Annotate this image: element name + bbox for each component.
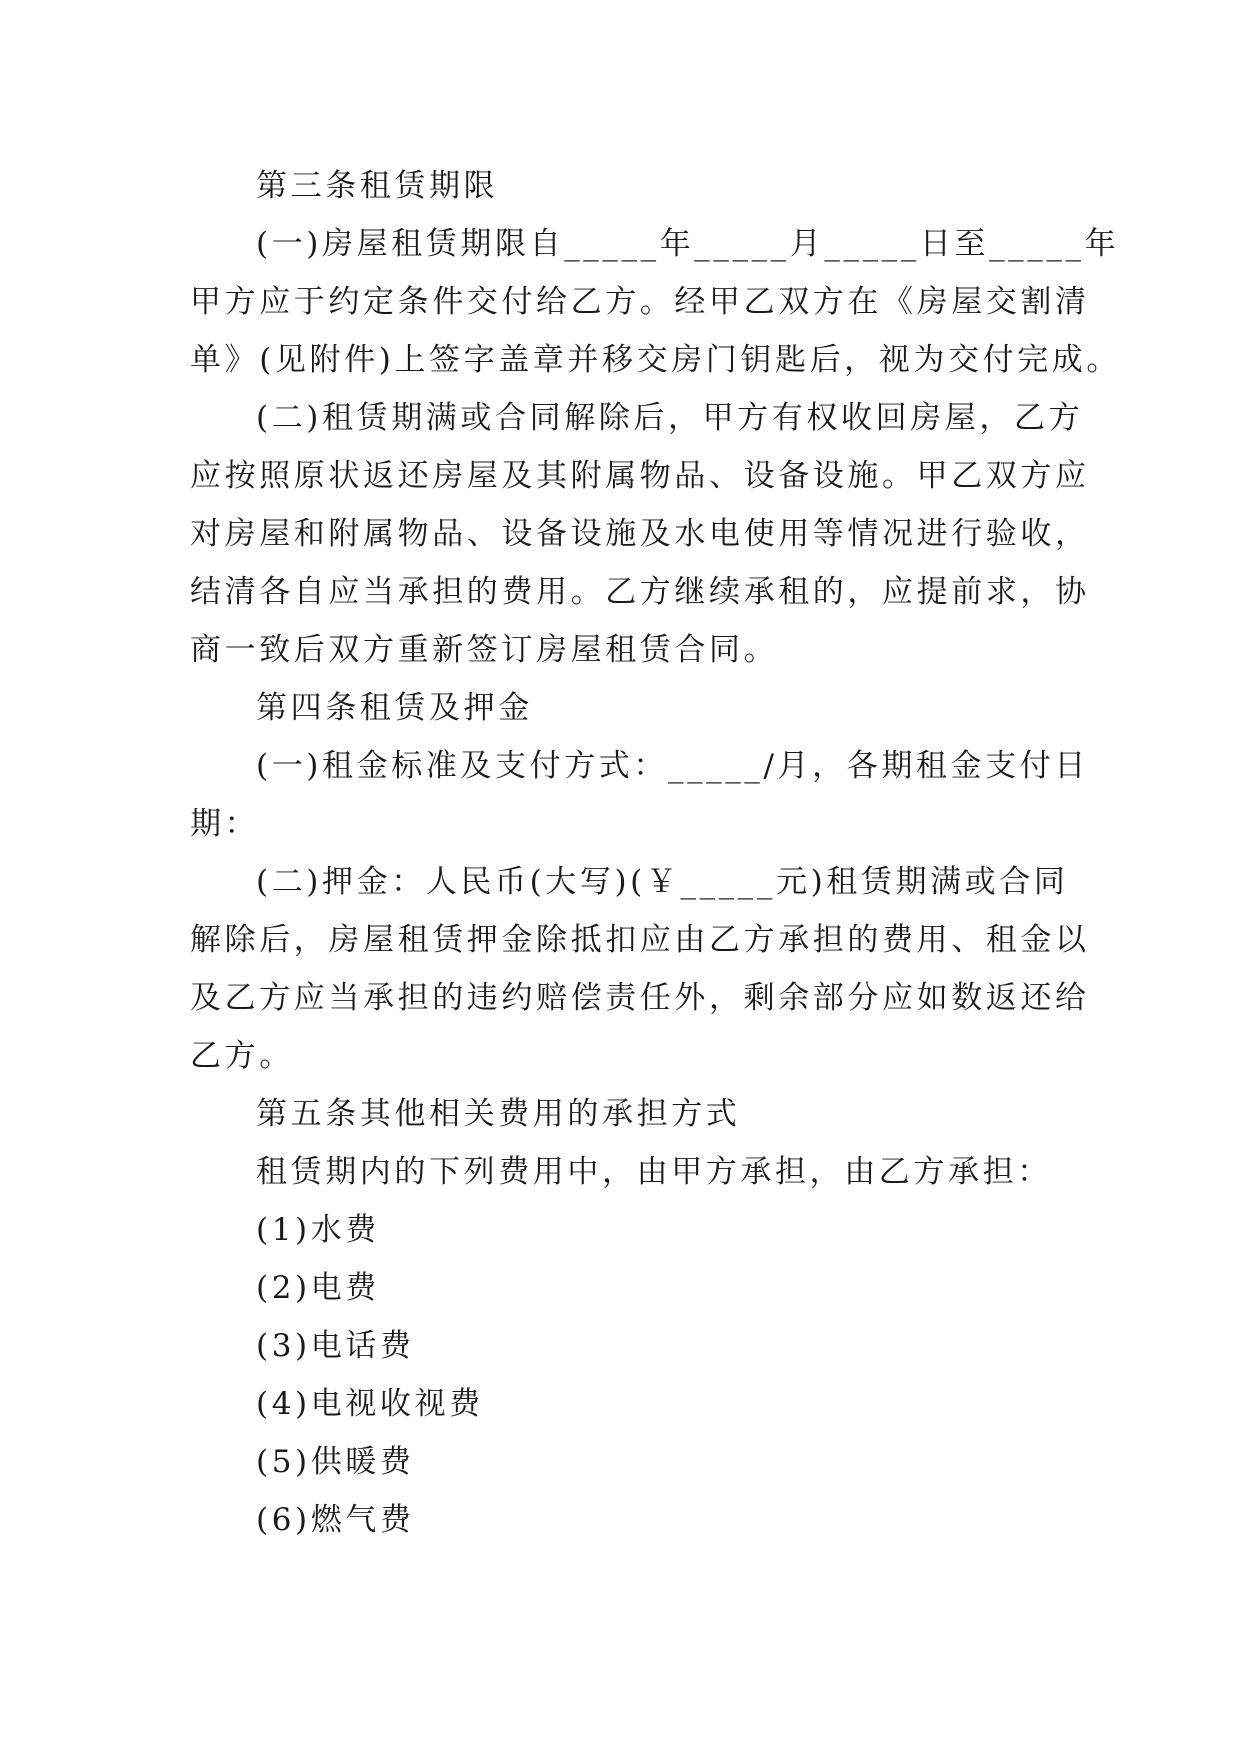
paragraph-line: 应按照原状返还房屋及其附属物品、设备设施。甲乙双方应 <box>190 458 1090 494</box>
fee-item-electricity: (2)电费 <box>256 1270 380 1306</box>
fees-intro: 租赁期内的下列费用中，由甲方承担，由乙方承担： <box>256 1154 1052 1190</box>
article-4-heading: 第四条租赁及押金 <box>256 690 533 726</box>
paragraph-line: 乙方。 <box>190 1038 294 1074</box>
article-5-heading: 第五条其他相关费用的承担方式 <box>256 1096 741 1132</box>
paragraph-line: 甲方应于约定条件交付给乙方。经甲乙双方在《房屋交割清 <box>190 284 1090 320</box>
lease-term-clause-2: (二)租赁期满或合同解除后，甲方有权收回房屋，乙方 <box>256 400 1084 436</box>
paragraph-line: 解除后，房屋租赁押金除抵扣应由乙方承担的费用、租金以 <box>190 922 1090 958</box>
paragraph-line: 及乙方应当承担的违约赔偿责任外，剩余部分应如数返还给 <box>190 980 1090 1016</box>
fee-item-gas: (6)燃气费 <box>256 1502 415 1538</box>
paragraph-line: 结清各自应当承担的费用。乙方继续承租的，应提前求，协 <box>190 574 1090 610</box>
paragraph-line: 单》(见附件)上签字盖章并移交房门钥匙后，视为交付完成。 <box>190 342 1121 378</box>
deposit-clause-2: (二)押金：人民币(大写)(￥_____元)租赁期满或合同 <box>256 864 1069 900</box>
fee-item-heating: (5)供暖费 <box>256 1444 415 1480</box>
lease-term-clause-1: (一)房屋租赁期限自_____年_____月_____日至_____年 <box>256 226 1120 262</box>
fee-item-tv: (4)电视收视费 <box>256 1386 484 1422</box>
paragraph-line: 对房屋和附属物品、设备设施及水电使用等情况进行验收， <box>190 516 1090 552</box>
rent-clause-1: (一)租金标准及支付方式：_____/月，各期租金支付日 <box>256 748 1089 784</box>
paragraph-line: 商一致后双方重新签订房屋租赁合同。 <box>190 632 779 668</box>
article-3-heading: 第三条租赁期限 <box>256 168 499 204</box>
fee-item-telephone: (3)电话费 <box>256 1328 415 1364</box>
paragraph-line: 期： <box>190 806 260 842</box>
fee-item-water: (1)水费 <box>256 1212 380 1248</box>
